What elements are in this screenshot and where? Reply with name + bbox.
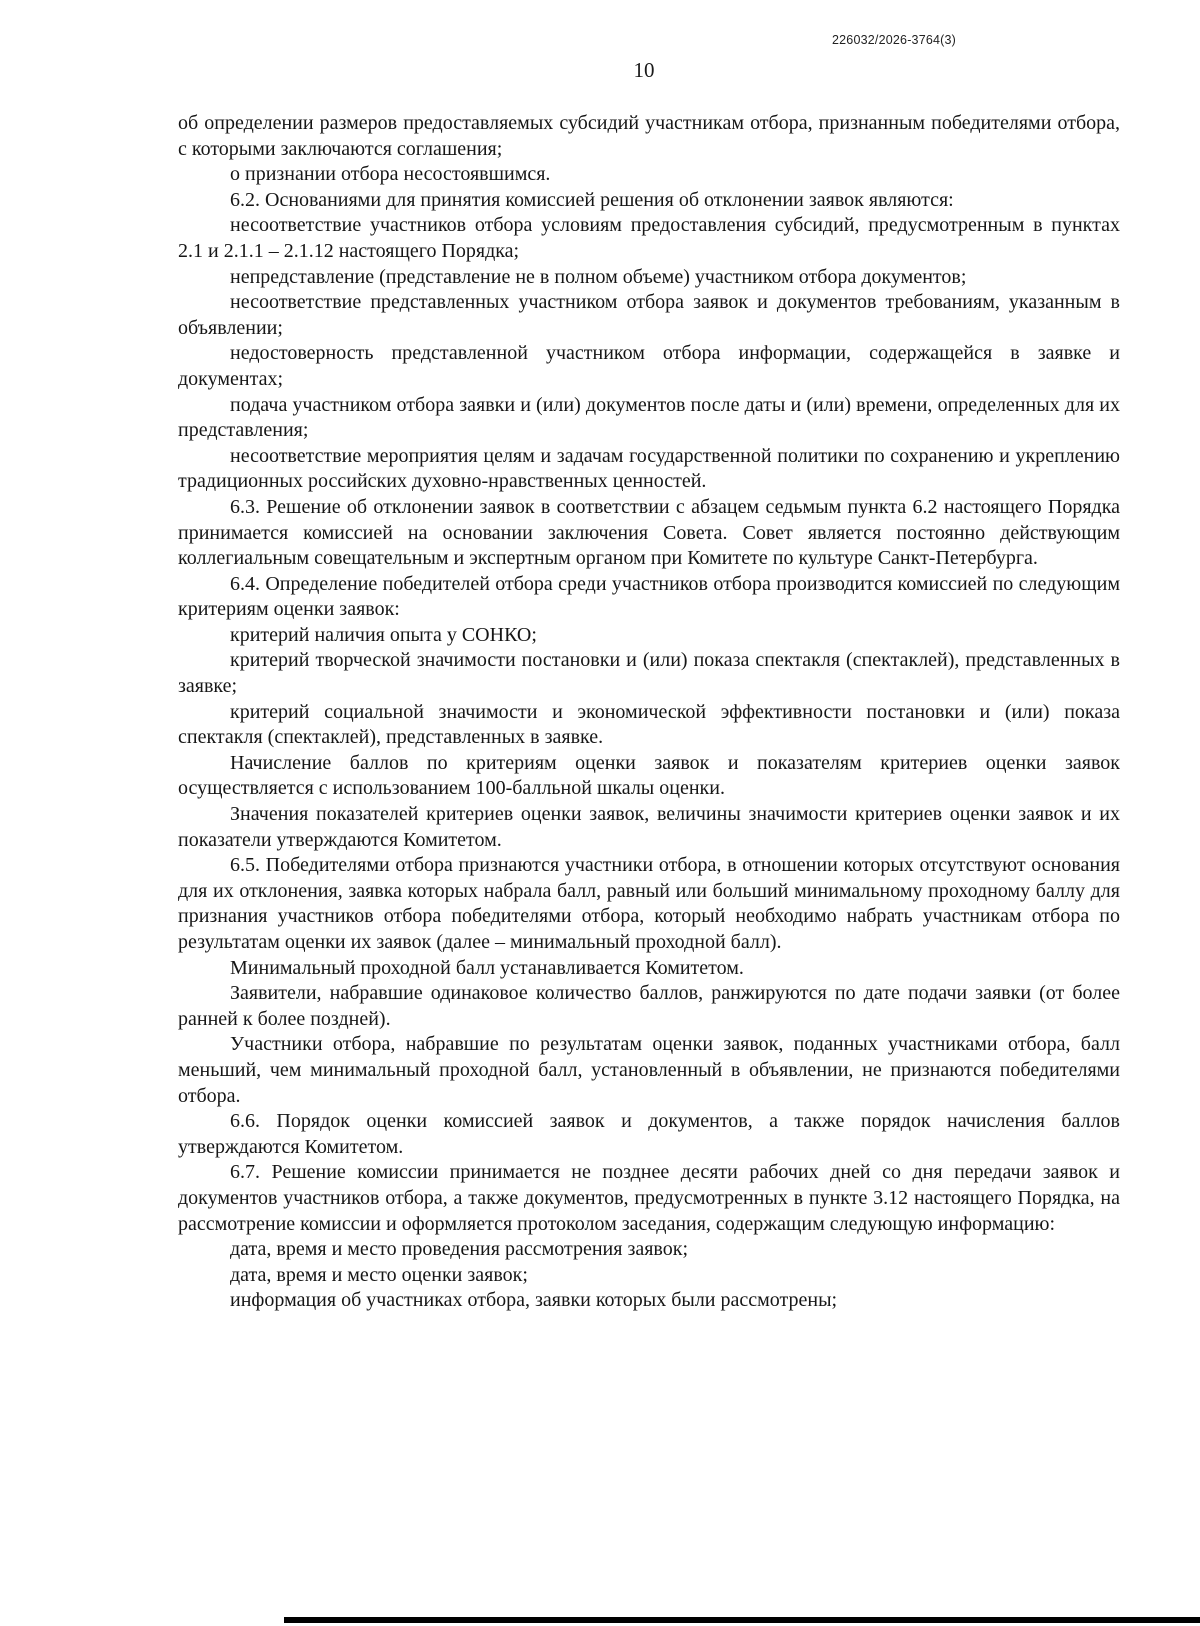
paragraph: информация об участниках отбора, заявки которых были рассмотрены; xyxy=(230,1289,838,1312)
paragraph: 6.6. Порядок оценки комиссией заявок и документов, а также порядок начисления баллов утверждаются Комитетом. xyxy=(178,1110,1120,1158)
paragraph: о признании отбора несостоявшимся. xyxy=(230,163,551,186)
paragraph: Минимальный проходной балл устанавливается Комитетом. xyxy=(230,956,744,979)
paragraph: 6.4. Определение победителей отбора среди участников отбора производится комиссией по следующим критериям оценки заявок: xyxy=(178,572,1120,621)
paragraph: несоответствие участников отбора условиям предоставления субсидий, предусмотренным в пунктах 2.1 и 2.1.1 – 2.1.12 настоящего Порядка; xyxy=(178,214,1120,262)
paragraph: критерий социальной значимости и экономической эффективности постановки и (или) показа спектакля (спектаклей), представленных в заявке. xyxy=(178,700,1120,749)
paragraph: 6.7. Решение комиссии принимается не позднее десяти рабочих дней со дня передачи заявок и документов участников отбора, а также документов, предусмотренных в пункте 3.12 настоящего Порядка, на рассмотрение комиссии и оформляется протоколом заседания, содержащим следующую информацию: xyxy=(178,1161,1120,1235)
paragraph: Участники отбора, набравшие по результатам оценки заявок, поданных участниками отбора, балл меньший, чем минимальный проходной балл, установленный в объявлении, не признаются победителями отбора. xyxy=(178,1033,1120,1107)
paragraph: критерий наличия опыта у СОНКО; xyxy=(230,623,537,646)
paragraph: 6.2. Основаниями для принятия комиссией решения об отклонении заявок являются: xyxy=(230,188,954,211)
page-number: 10 xyxy=(633,58,655,82)
paragraph: несоответствие представленных участником отбора заявок и документов требованиям, указанным в объявлении; xyxy=(178,291,1120,339)
paragraph: 6.3. Решение об отклонении заявок в соответствии с абзацем седьмым пункта 6.2 настоящего Порядка принимается комиссией на основании заключения Совета. Совет является постоянно действующим коллегиальным совещательным и экспертным органом при Комитете по культуре Санкт-Петербурга. xyxy=(178,495,1120,570)
paragraph: критерий творческой значимости постановки и (или) показа спектакля (спектаклей), представленных в заявке; xyxy=(178,649,1120,698)
paragraph: 6.5. Победителями отбора признаются участники отбора, в отношении которых отсутствуют основания для их отклонения, заявка которых набрала балл, равный или больший минимальному проходному баллу для признания участников отбора победителями отбора, который необходимо набрать участникам отбора по результатам оценки их заявок (далее – минимальный проходной балл). xyxy=(178,854,1120,953)
paragraph: дата, время и место оценки заявок; xyxy=(230,1263,528,1286)
paragraph: Значения показателей критериев оценки заявок, величины значимости критериев оценки заявок и их показатели утверждаются Комитетом. xyxy=(178,803,1120,851)
paragraph: несоответствие мероприятия целям и задачам государственной политики по сохранению и укреплению традиционных российских духовно-нравственных ценностей. xyxy=(178,444,1120,493)
scan-edge-bar xyxy=(284,1617,1200,1623)
paragraph: Начисление баллов по критериям оценки заявок и показателям критериев оценки заявок осуществляется с использованием 100-балльной шкалы оценки. xyxy=(178,751,1120,800)
paragraph: недостоверность представленной участником отбора информации, содержащейся в заявке и документах; xyxy=(178,342,1120,390)
paragraph: подача участником отбора заявки и (или) документов после даты и (или) времени, определенных для их представления; xyxy=(178,393,1120,442)
paragraph: дата, время и место проведения рассмотрения заявок; xyxy=(230,1238,689,1261)
paragraph: непредставление (представление не в полном объеме) участником отбора документов; xyxy=(230,265,967,288)
document-body xyxy=(178,111,1120,1314)
paragraph: Заявители, набравшие одинаковое количество баллов, ранжируются по дате подачи заявки (от более ранней к более поздней). xyxy=(178,982,1120,1030)
paragraph: об определении размеров предоставляемых субсидий участникам отбора, признанным победителями отбора, с которыми заключаются соглашения; xyxy=(178,112,1120,160)
document-number: 226032/2026-3764(3) xyxy=(832,33,957,47)
